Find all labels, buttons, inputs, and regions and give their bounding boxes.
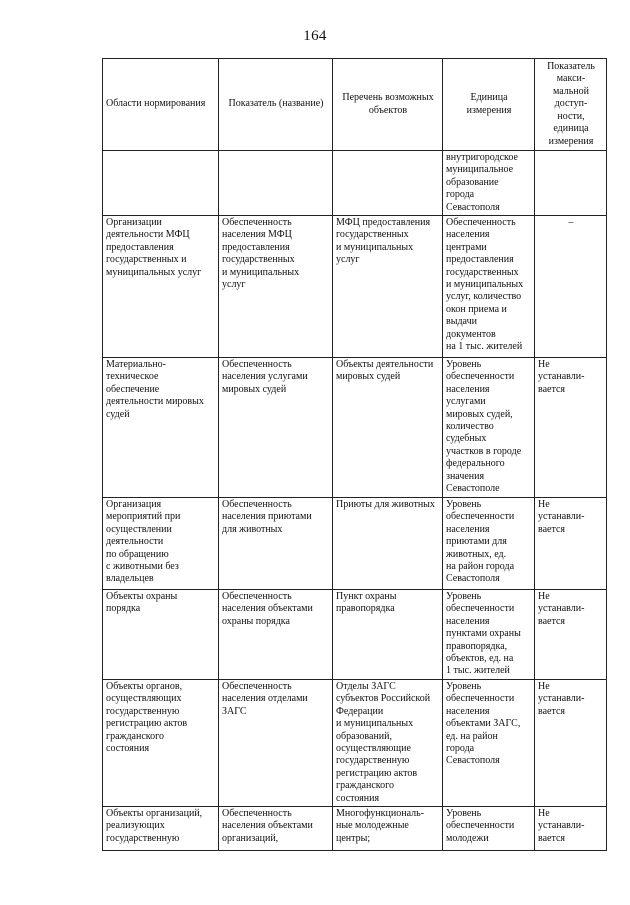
cell-max-access xyxy=(535,151,607,216)
norms-table xyxy=(102,58,607,851)
cell-area: Организация мероприятий при осуществлении деятельности по обращению с животными без владельцев xyxy=(103,498,219,590)
cell-max-access: Не устанавли- вается xyxy=(535,806,607,850)
cell-unit: Уровень обеспеченности населения пунктами охраны правопорядка, объектов, ед. на 1 тыс. жителей xyxy=(443,590,535,680)
header-objects: Перечень возможных объектов xyxy=(333,59,443,151)
cell-unit: внутригородское муниципальное образование города Севастополя xyxy=(443,151,535,216)
cell-unit: Уровень обеспеченности населения приютами для животных, ед. на район города Севастополя xyxy=(443,498,535,590)
table-row xyxy=(103,498,607,590)
cell-unit: Уровень обеспеченности молодежи xyxy=(443,806,535,850)
page-number: 164 xyxy=(303,28,327,44)
table-header-row xyxy=(103,59,607,151)
cell-objects: Многофункциональ- ные молодежные центры; xyxy=(333,806,443,850)
cell-area: Организации деятельности МФЦ предоставления государственных и муниципальных услуг xyxy=(103,216,219,358)
cell-max-access: Не устанавли- вается xyxy=(535,590,607,680)
table-row xyxy=(103,216,607,358)
table-row xyxy=(103,679,607,806)
cell-area xyxy=(103,151,219,216)
cell-max-access: Не устанавли- вается xyxy=(535,498,607,590)
cell-area: Объекты организаций, реализующих государственную xyxy=(103,806,219,850)
cell-objects xyxy=(333,151,443,216)
cell-indicator: Обеспеченность населения приютами для животных xyxy=(219,498,333,590)
cell-indicator: Обеспеченность населения услугами мировых судей xyxy=(219,358,333,498)
cell-objects: МФЦ предоставления государственных и муниципальных услуг xyxy=(333,216,443,358)
cell-indicator: Обеспеченность населения объектами охраны порядка xyxy=(219,590,333,680)
cell-objects: Отделы ЗАГС субъектов Российской Федерации и муниципальных образований, осуществляющие государственную регистрацию актов гражданского состояния xyxy=(333,679,443,806)
cell-area: Материально- техническое обеспечение деятельности мировых судей xyxy=(103,358,219,498)
cell-indicator: Обеспеченность населения отделами ЗАГС xyxy=(219,679,333,806)
table-row xyxy=(103,590,607,680)
table-row xyxy=(103,358,607,498)
cell-indicator xyxy=(219,151,333,216)
cell-objects: Приюты для животных xyxy=(333,498,443,590)
cell-max-access: – xyxy=(535,216,607,358)
cell-indicator: Обеспеченность населения МФЦ предоставления государственных и муниципальных услуг xyxy=(219,216,333,358)
cell-max-access: Не устанавли- вается xyxy=(535,358,607,498)
cell-max-access: Не устанавли- вается xyxy=(535,679,607,806)
cell-unit: Уровень обеспеченности населения услугами мировых судей, количество судебных участков в городе федерального значения Севастополе xyxy=(443,358,535,498)
cell-objects: Пункт охраны правопорядка xyxy=(333,590,443,680)
table-row xyxy=(103,806,607,850)
cell-indicator: Обеспеченность населения объектами организаций, xyxy=(219,806,333,850)
cell-area: Объекты органов, осуществляющих государственную регистрацию актов гражданского состояния xyxy=(103,679,219,806)
header-area: Области нормирования xyxy=(103,59,219,151)
header-unit: Единица измерения xyxy=(443,59,535,151)
cell-objects: Объекты деятельности мировых судей xyxy=(333,358,443,498)
cell-unit: Уровень обеспеченности населения объектами ЗАГС, ед. на район города Севастополя xyxy=(443,679,535,806)
table-row xyxy=(103,151,607,216)
cell-area: Объекты охраны порядка xyxy=(103,590,219,680)
cell-unit: Обеспеченность населения центрами предоставления государственных и муниципальных услуг, количество окон приема и выдачи документов на 1 тыс. жителей xyxy=(443,216,535,358)
header-max-access: Показатель макси- мальной доступ- ности, единица измерения xyxy=(535,59,607,151)
header-indicator: Показатель (название) xyxy=(219,59,333,151)
